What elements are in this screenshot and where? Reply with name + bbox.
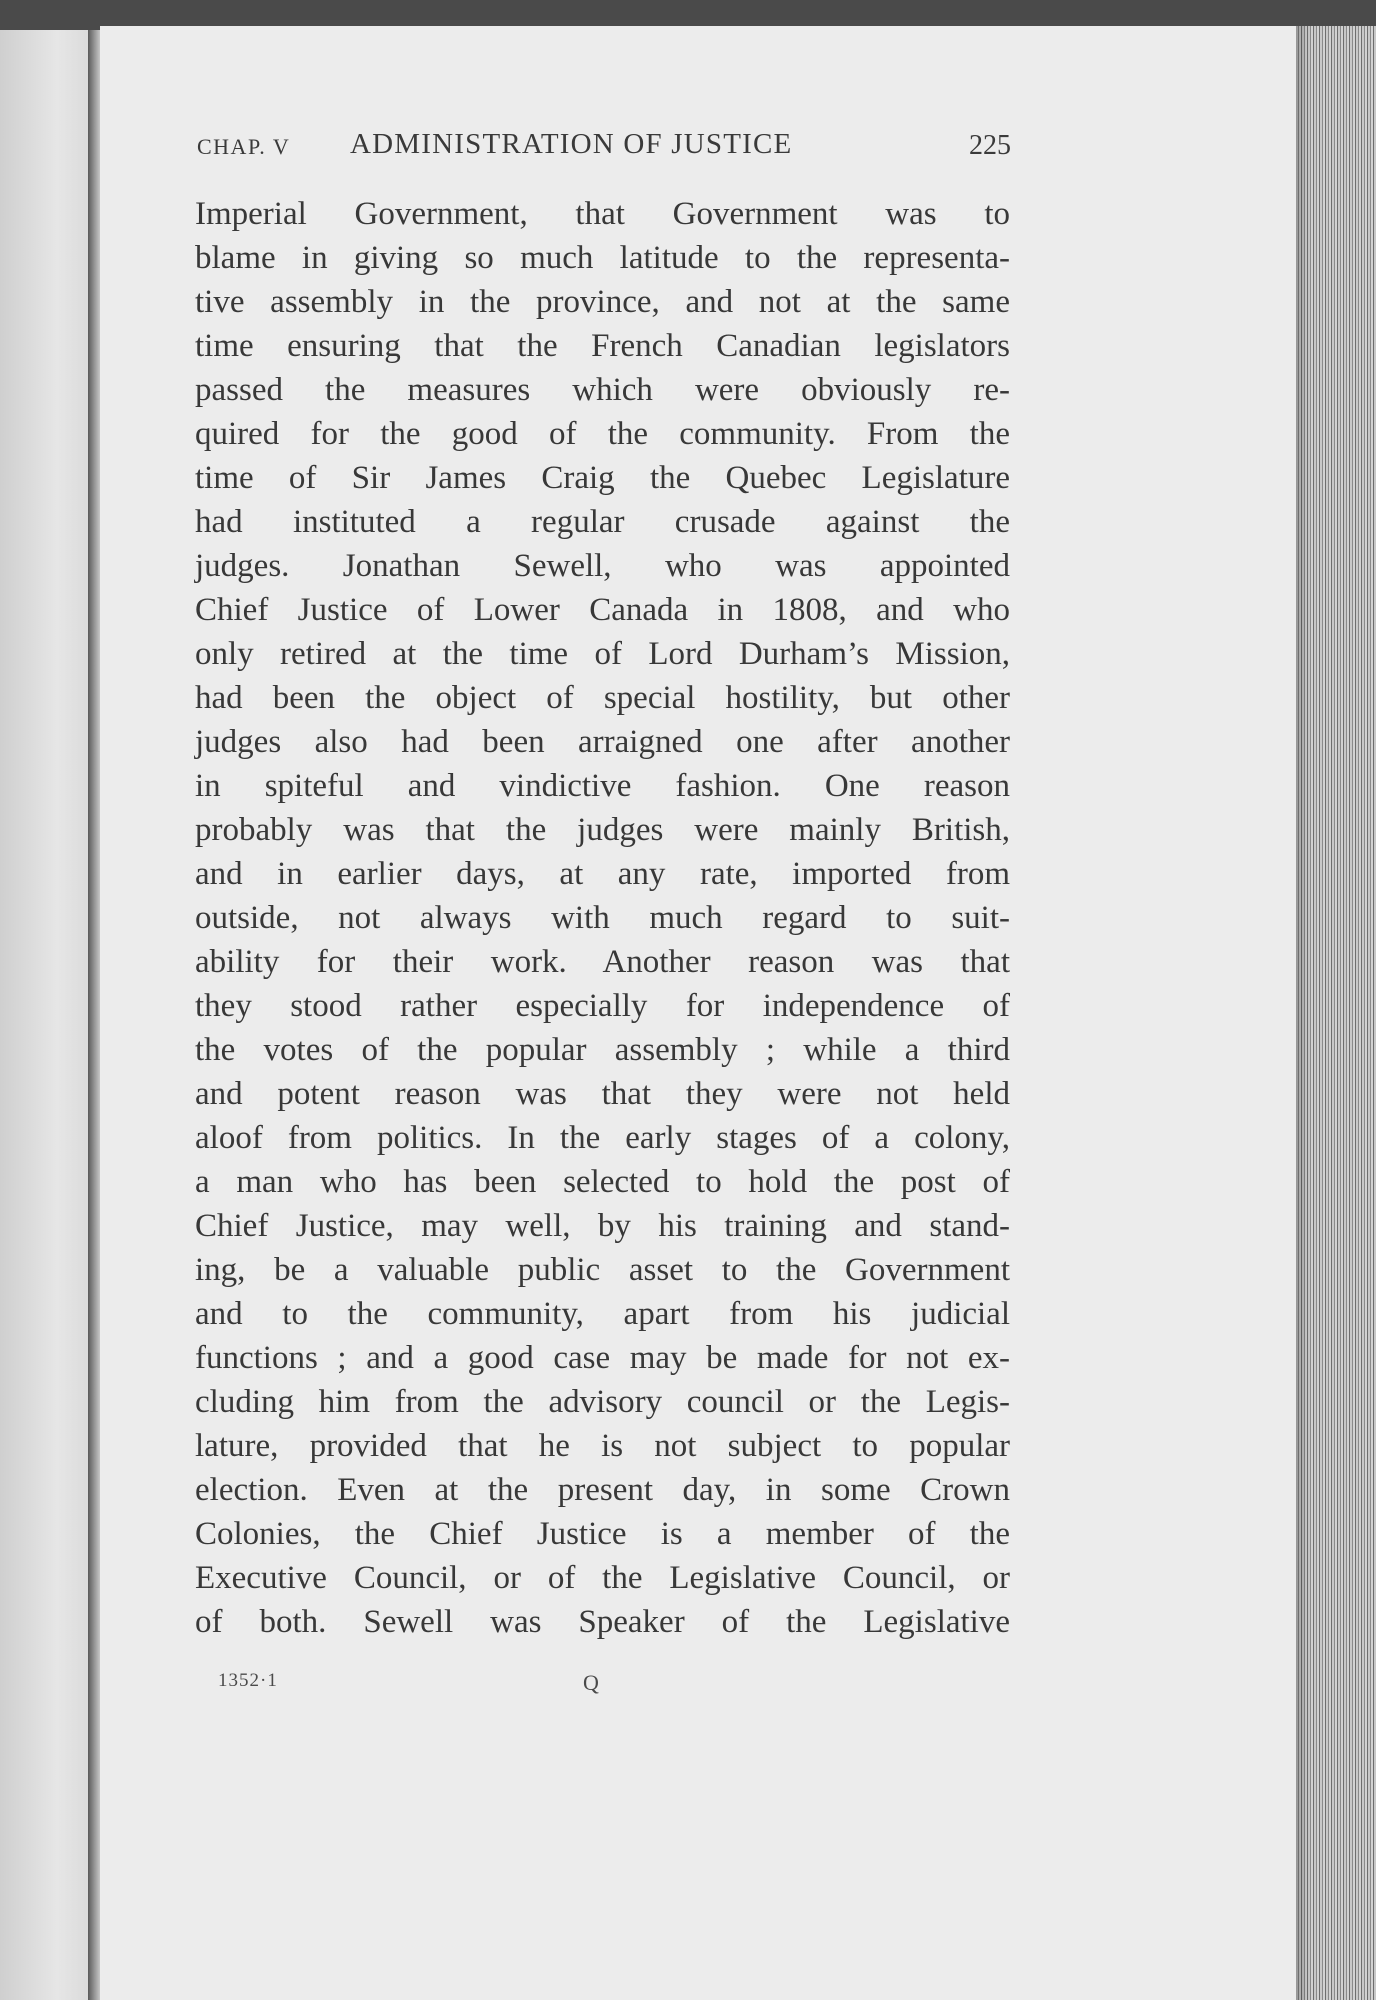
text-line: cluding him from the advisory council or the Legis- (195, 1384, 1010, 1420)
text-line: and to the community, apart from his judicial (195, 1296, 1010, 1332)
text-line: blame in giving so much latitude to the representa- (195, 240, 1010, 276)
text-line: judges. Jonathan Sewell, who was appointed (195, 548, 1010, 584)
text-line: Imperial Government, that Government was to (195, 196, 1010, 232)
text-line: and in earlier days, at any rate, imported from (195, 856, 1010, 892)
facing-page-edge (0, 30, 95, 2000)
body-text (195, 192, 1010, 1644)
text-line: aloof from politics. In the early stages of a colony, (195, 1120, 1010, 1156)
text-line: outside, not always with much regard to suit- (195, 900, 1010, 936)
chapter-title: ADMINISTRATION OF JUSTICE (350, 128, 793, 160)
text-line: in spiteful and vindictive fashion. One reason (195, 768, 1010, 804)
text-line: election. Even at the present day, in some Crown (195, 1472, 1010, 1508)
text-line: functions ; and a good case may be made for not ex- (195, 1340, 1010, 1376)
text-line: ing, be a valuable public asset to the Government (195, 1252, 1010, 1288)
text-line: time ensuring that the French Canadian legislators (195, 328, 1010, 364)
text-line: quired for the good of the community. From the (195, 416, 1010, 452)
text-line: lature, provided that he is not subject to popular (195, 1428, 1010, 1464)
text-line: they stood rather especially for independence of (195, 988, 1010, 1024)
text-line: Colonies, the Chief Justice is a member of the (195, 1516, 1010, 1552)
page-number: 225 (969, 130, 1011, 161)
text-line: the votes of the popular assembly ; while a third (195, 1032, 1010, 1068)
text-line: Chief Justice, may well, by his training and stand- (195, 1208, 1010, 1244)
running-head (197, 128, 1015, 168)
text-line: a man who has been selected to hold the post of (195, 1164, 1010, 1200)
text-line: time of Sir James Craig the Quebec Legislature (195, 460, 1010, 496)
chapter-label: CHAP. V (197, 134, 291, 159)
signature-mark: Q (583, 1670, 599, 1695)
text-line: ability for their work. Another reason was that (195, 944, 1010, 980)
printer-signature: 1352·1 (218, 1670, 278, 1691)
text-line: passed the measures which were obviously re- (195, 372, 1010, 408)
text-line: probably was that the judges were mainly British, (195, 812, 1010, 848)
text-line: only retired at the time of Lord Durham’s Mission, (195, 636, 1010, 672)
text-line: had instituted a regular crusade against the (195, 504, 1010, 540)
page-edge-shadow (1296, 26, 1310, 2000)
text-line: judges also had been arraigned one after another (195, 724, 1010, 760)
text-line: and potent reason was that they were not held (195, 1076, 1010, 1112)
text-line: of both. Sewell was Speaker of the Legislative (195, 1604, 1010, 1640)
text-line: Chief Justice of Lower Canada in 1808, and who (195, 592, 1010, 628)
text-line: had been the object of special hostility, but other (195, 680, 1010, 716)
text-line: Executive Council, or of the Legislative Council, or (195, 1560, 1010, 1596)
text-line: tive assembly in the province, and not at the same (195, 284, 1010, 320)
